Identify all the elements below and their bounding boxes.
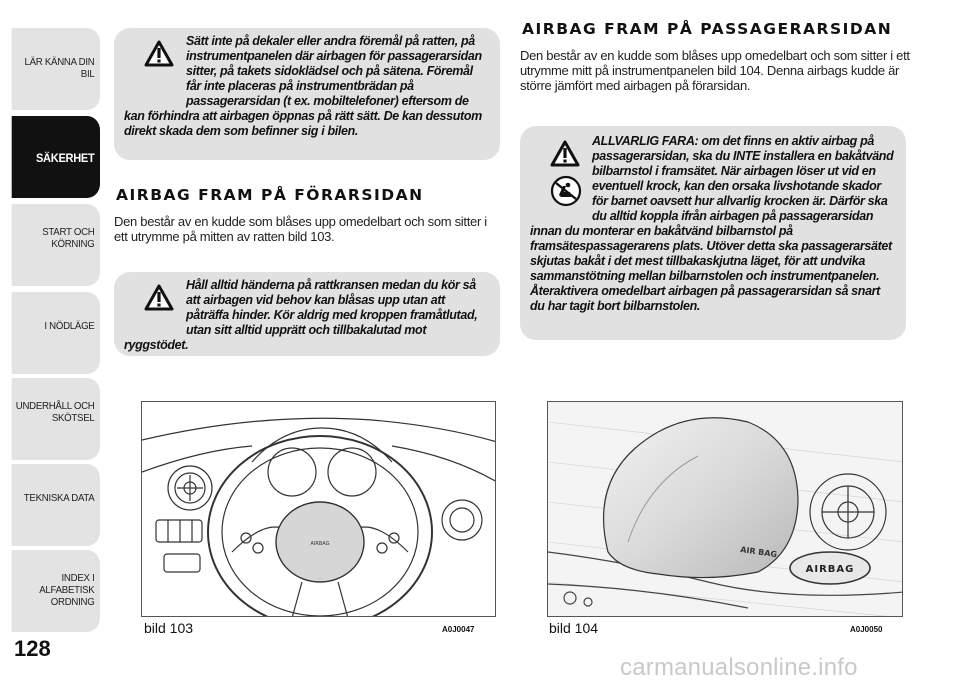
warning-triangle-icon	[550, 140, 580, 167]
tab-label: INDEX I ALFABETISK ORDNING	[39, 572, 95, 608]
warning-box-stickers	[114, 28, 500, 160]
tab-label: UNDERHÅLL OCH SKÖTSEL	[15, 400, 95, 424]
warning-text: ALLVARLIG FARA: om det finns en aktiv airbag på passagerarsidan, ska du INTE installera en bakåtvänd bilbarnstol i framsätet. När airbagen löser ut vid en eventuell krock, kan den orsaka livshotande skador för barnet oavsett hur allvarlig krocken är. Därför ska du alltid koppla ifrån airbagen på passagerarsidan innan du monterar en bakåtvänd bilbarnstol på framsätespassagerarens plats. Utöver detta ska passagerarsätet skjutas bakåt i det mest tillbakaskjutna läget, för att undvika sammanstötning mellan bilbarnstolen och instrumentpanelen. Återaktivera omedelbart airbagen på passagerarsidan så snart du har tagit bort bilbarnstolen.	[530, 134, 894, 313]
tab-underhall-och-skotsel[interactable]	[12, 378, 100, 460]
tab-tekniska-data[interactable]	[12, 464, 100, 546]
steering-wheel-illustration	[142, 402, 496, 617]
tab-label: SÄKERHET	[35, 151, 95, 165]
figure-103-steering-wheel	[141, 401, 496, 617]
no-child-seat-airbag-icon	[550, 175, 582, 207]
warning-icon-col	[124, 34, 186, 98]
warning-triangle-icon	[144, 40, 174, 67]
warning-box-hands	[114, 272, 500, 356]
heading-driver-airbag: AIRBAG FRAM PÅ FÖRARSIDAN	[116, 186, 424, 204]
figure-104-passenger-airbag	[547, 401, 903, 617]
caption-bild-104: bild 104	[549, 620, 599, 636]
passenger-airbag-illustration	[548, 402, 903, 617]
caption-bild-103: bild 103	[144, 620, 194, 636]
body-passenger-airbag: Den består av en kudde som blåses upp omedelbart och som sitter i ett utrymme mitt på instrumentpanelen bild 104. Denna airbags kudde är större jämfört med airbagen på förarsidan.	[520, 48, 910, 93]
tab-i-nodlage[interactable]	[12, 292, 100, 374]
tab-label: TEKNISKA DATA	[23, 492, 95, 504]
warning-text: Håll alltid händerna på rattkransen medan du kör så att airbagen vid behov kan blåsas upp utan att påträffa hinder. Kör aldrig med kroppen framåtlutad, utan sitt alltid upprätt och tillbakalutad mot ryggstödet.	[124, 278, 478, 352]
warning-icon-col	[124, 278, 186, 324]
tab-index-i-alfabetisk-ordning[interactable]	[12, 550, 100, 632]
air-bag-label: AIR BAG	[739, 545, 778, 560]
body-driver-airbag: Den består av en kudde som blåses upp omedelbart och som sitter i ett utrymme på mitten av ratten bild 103.	[114, 214, 487, 244]
tab-start-och-korning[interactable]	[12, 204, 100, 286]
heading-passenger-airbag: AIRBAG FRAM PÅ PASSAGERARSIDAN	[522, 20, 893, 38]
warning-triangle-icon	[144, 284, 174, 311]
tab-label: START OCH KÖRNING	[42, 226, 95, 250]
warning-box-child-seat	[520, 126, 906, 340]
hub-emblem: AIRBAG	[310, 541, 330, 547]
figure-code-103: A0J0047	[442, 625, 475, 634]
tab-label: LÄR KÄNNA DIN BIL	[24, 56, 95, 80]
tab-sakerhet[interactable]	[12, 116, 100, 198]
airbag-emblem: AIRBAG	[805, 564, 855, 575]
tab-label: I NÖDLÄGE	[44, 320, 95, 332]
warning-text: Sätt inte på dekaler eller andra föremål på ratten, på instrumentpanelen där airbagen för passagerarsidan sitter, på takets sidoklädsel och på sätena. Föremål får inte placeras på instrumentbrädan på passagerarsidan (t ex. mobiltelefoner) eftersom de kan förhindra att airbagen öppnas på rätt sätt. De kan dessutom direkt skada dem som befinner sig i bilen.	[124, 34, 482, 138]
page-number: 128	[14, 636, 51, 661]
tab-lar-kanna-din-bil[interactable]	[12, 28, 100, 110]
watermark: carmanualsonline.info	[620, 654, 858, 681]
warning-icon-col	[530, 134, 592, 222]
figure-code-104: A0J0050	[850, 625, 883, 634]
